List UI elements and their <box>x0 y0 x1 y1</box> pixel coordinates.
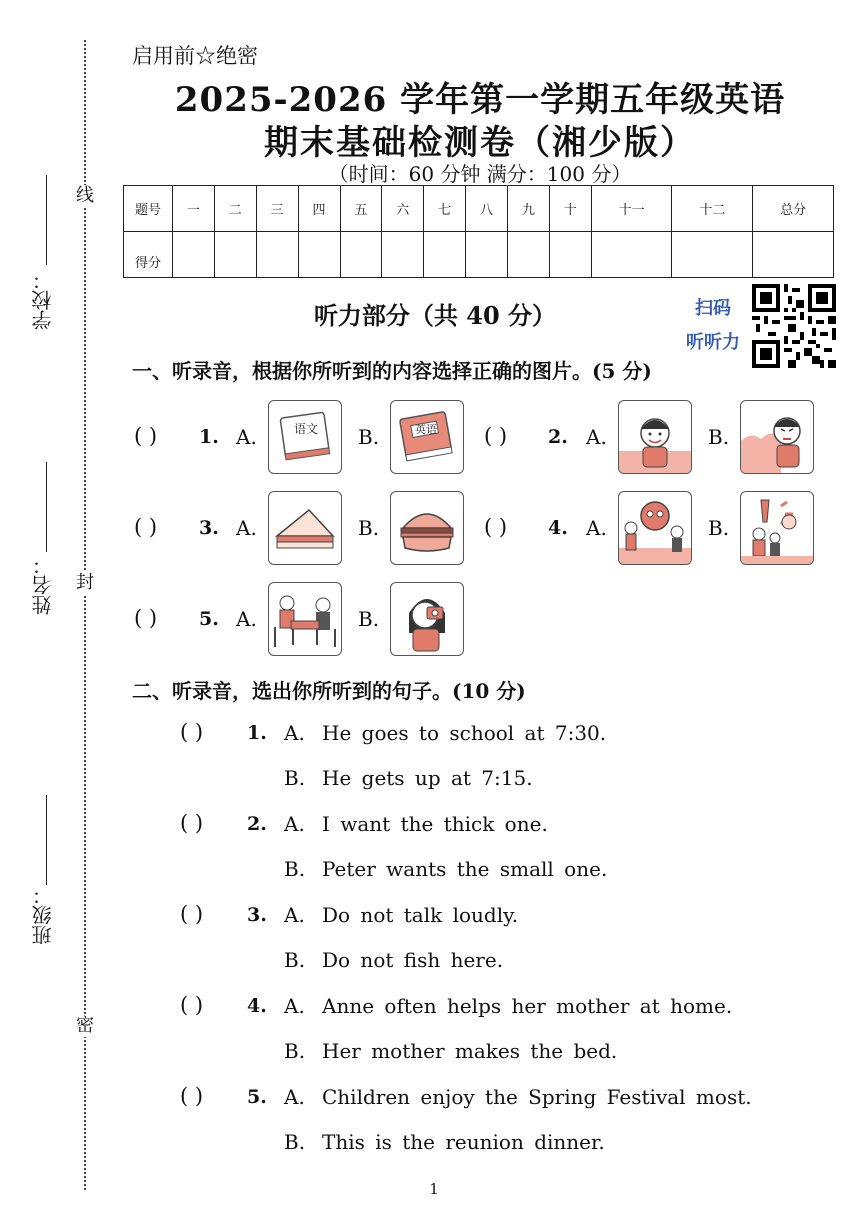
hamburger-image[interactable] <box>390 491 464 565</box>
scan-hint-line1: 扫码 <box>695 298 731 319</box>
score-cell[interactable] <box>298 232 340 278</box>
score-table-col: 一 <box>173 186 215 232</box>
scan-hint <box>678 292 748 360</box>
scan-hint-line2: 听听力 <box>686 332 740 353</box>
chinese-book-text: 语文 <box>293 422 319 436</box>
english-book-text: 英语 <box>415 423 437 436</box>
option-a-label: A. <box>284 903 305 927</box>
exam-title-line1: 2025-2026 学年第一学期五年级英语 <box>174 80 786 120</box>
chinese-book-image[interactable] <box>268 400 342 474</box>
option-a-label: A. <box>284 1085 305 1109</box>
question-number: 5. <box>247 1086 267 1108</box>
score-cell[interactable] <box>549 232 591 278</box>
english-book-image[interactable] <box>390 400 464 474</box>
question-number: 5. <box>199 608 219 630</box>
lion-dance-image[interactable] <box>618 491 692 565</box>
sentence-option-a: Children enjoy the Spring Festival most. <box>322 1085 752 1109</box>
boy-angry-image[interactable] <box>740 400 814 474</box>
section2-heading: 二、听录音，选出你所听到的句子。(10 分) <box>132 679 526 703</box>
option-b-label: B. <box>284 766 306 790</box>
score-table-col: 十 <box>549 186 591 232</box>
score-table-col: 十一 <box>591 186 672 232</box>
answer-blank[interactable]: ( ) <box>180 720 204 744</box>
page-number: 1 <box>429 1180 439 1198</box>
sentence-option-b: He gets up at 7:15. <box>322 766 533 790</box>
sandwich-image[interactable] <box>268 491 342 565</box>
class-write-line <box>46 795 47 885</box>
option-a-label: A. <box>236 516 257 540</box>
score-cell[interactable] <box>591 232 672 278</box>
answer-blank[interactable]: ( ) <box>180 993 204 1017</box>
score-cell[interactable] <box>753 232 834 278</box>
question-number: 1. <box>199 426 219 448</box>
firecrackers-image[interactable] <box>740 491 814 565</box>
score-table-col: 九 <box>508 186 550 232</box>
name-write-line <box>46 462 47 552</box>
answer-blank[interactable]: ( ) <box>180 811 204 835</box>
sentence-option-a: Anne often helps her mother at home. <box>322 994 733 1018</box>
time-and-score-info: （时间：60 分钟 满分：100 分） <box>328 162 632 186</box>
option-a-label: A. <box>586 516 607 540</box>
score-table-col: 七 <box>424 186 466 232</box>
question-number: 2. <box>247 813 267 835</box>
option-b-label: B. <box>284 948 306 972</box>
option-b-label: B. <box>708 425 730 449</box>
sentence-option-a: Do not talk loudly. <box>322 903 519 927</box>
score-table-col: 三 <box>256 186 298 232</box>
score-cell[interactable] <box>672 232 753 278</box>
score-table-col: 总分 <box>753 186 834 232</box>
question-number: 4. <box>247 995 267 1017</box>
score-cell[interactable] <box>382 232 424 278</box>
school-label: 学校： <box>31 270 55 330</box>
score-table-col: 五 <box>340 186 382 232</box>
score-cell[interactable] <box>424 232 466 278</box>
option-a-label: A. <box>236 425 257 449</box>
sentence-option-a: I want the thick one. <box>322 812 548 836</box>
sentence-option-a: He goes to school at 7:30. <box>322 721 607 745</box>
sentence-option-b: Peter wants the small one. <box>322 857 608 881</box>
option-a-label: A. <box>284 994 305 1018</box>
answer-blank[interactable]: ( ) <box>180 902 204 926</box>
score-table <box>123 185 834 278</box>
qr-code-icon[interactable] <box>752 284 836 368</box>
score-table-col: 六 <box>382 186 424 232</box>
option-b-label: B. <box>284 1039 306 1063</box>
answer-blank[interactable]: ( ) <box>484 424 508 448</box>
girl-camera-image[interactable] <box>390 582 464 656</box>
answer-blank[interactable]: ( ) <box>134 606 158 630</box>
answer-blank[interactable]: ( ) <box>180 1084 204 1108</box>
score-cell[interactable] <box>173 232 215 278</box>
answer-blank[interactable]: ( ) <box>134 515 158 539</box>
section1-heading: 一、听录音，根据你所听到的内容选择正确的图片。(5 分) <box>132 359 652 383</box>
sentence-option-b: Do not fish here. <box>322 948 504 972</box>
question-number: 4. <box>548 517 568 539</box>
option-b-label: B. <box>284 857 306 881</box>
option-a-label: A. <box>284 812 305 836</box>
score-cell[interactable] <box>340 232 382 278</box>
boy-happy-image[interactable] <box>618 400 692 474</box>
score-cell[interactable] <box>256 232 298 278</box>
score-cell[interactable] <box>466 232 508 278</box>
binding-mark-seal: 封 <box>76 572 94 593</box>
option-b-label: B. <box>284 1130 306 1154</box>
score-table-row-label: 得分 <box>124 232 173 278</box>
score-table-col: 十二 <box>672 186 753 232</box>
question-number: 3. <box>199 517 219 539</box>
name-label: 姓名： <box>31 555 55 615</box>
score-table-col: 四 <box>298 186 340 232</box>
score-table-row-label: 题号 <box>124 186 173 232</box>
option-a-label: A. <box>586 425 607 449</box>
option-b-label: B. <box>358 425 380 449</box>
option-a-label: A. <box>236 607 257 631</box>
score-table-col: 二 <box>214 186 256 232</box>
sentence-option-b: This is the reunion dinner. <box>322 1130 605 1154</box>
answer-blank[interactable]: ( ) <box>134 424 158 448</box>
question-number: 3. <box>247 904 267 926</box>
binding-mark-secret: 密 <box>76 1015 94 1036</box>
question-number: 1. <box>247 722 267 744</box>
school-write-line <box>46 175 47 265</box>
binding-mark-line: 线 <box>76 185 94 206</box>
confidential-mark: 启用前☆绝密 <box>132 44 258 68</box>
sentence-option-b: Her mother makes the bed. <box>322 1039 618 1063</box>
listening-section-title: 听力部分（共 40 分） <box>313 301 557 330</box>
answer-blank[interactable]: ( ) <box>484 515 508 539</box>
score-table-col: 八 <box>466 186 508 232</box>
score-cell[interactable] <box>214 232 256 278</box>
exam-title-line2: 期末基础检测卷（湘少版） <box>264 123 696 163</box>
option-a-label: A. <box>284 721 305 745</box>
playing-chess-image[interactable] <box>268 582 342 656</box>
option-b-label: B. <box>358 516 380 540</box>
question-number: 2. <box>548 426 568 448</box>
option-b-label: B. <box>358 607 380 631</box>
score-cell[interactable] <box>508 232 550 278</box>
class-label: 班级： <box>31 885 55 945</box>
option-b-label: B. <box>708 516 730 540</box>
